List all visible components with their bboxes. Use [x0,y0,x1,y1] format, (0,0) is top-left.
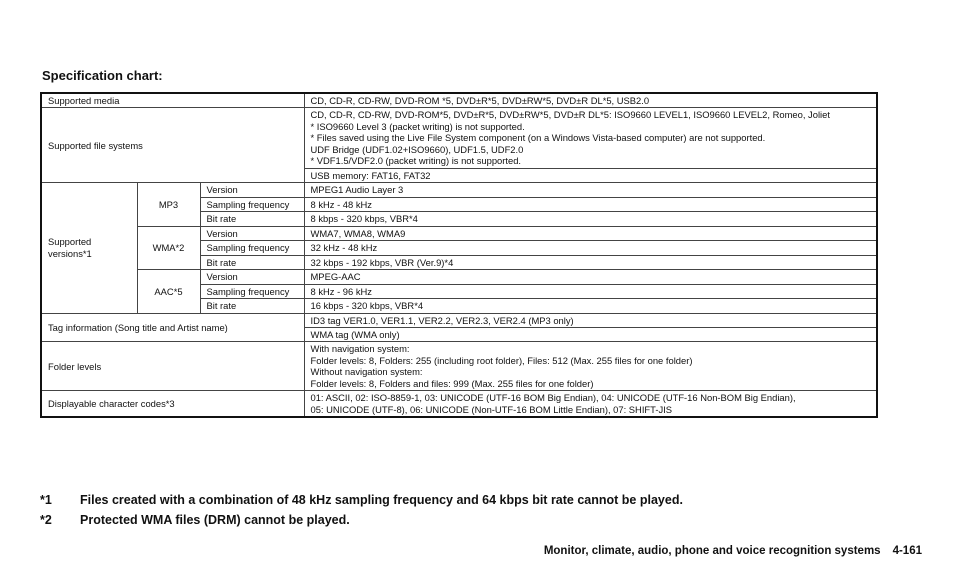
table-row [41,93,877,108]
row-value [304,342,877,391]
row-value: WMA7, WMA8, WMA9 [304,226,877,240]
row-value: 32 kHz - 48 kHz [304,241,877,255]
row-label: Supported media [41,93,304,108]
text-line: * ISO9660 Level 3 (packet writing) is not supported. [310,120,525,132]
property-label: Sampling frequency [200,197,304,211]
footnote-mark: *1 [40,493,52,507]
row-label: Supported file systems [41,108,304,183]
format-name: WMA*2 [137,226,200,269]
specification-table [40,92,878,418]
text-line: UDF Bridge (UDF1.02+ISO9660), UDF1.5, UDF2.0 [310,143,524,155]
text-line: CD, CD-R, CD-RW, DVD-ROM*5, DVD±R*5, DVD±RW*5, DVD±R DL*5: ISO9660 LEVEL1, ISO9660 LEVEL2, Romeo, Joliet [310,109,830,121]
footnotes [40,490,940,530]
row-value: 8 kHz - 48 kHz [304,197,877,211]
footnote [40,490,940,510]
row-value: CD, CD-R, CD-RW, DVD-ROM *5, DVD±R*5, DVD±RW*5, DVD±R DL*5, USB2.0 [304,93,877,108]
table-row [41,270,877,284]
table-row [41,391,877,417]
row-value [304,108,877,168]
text-line: * Files saved using the Live File System component (on a Windows Vista-based computer) are not supported. [310,132,766,144]
row-value: 16 kbps - 320 kbps, VBR*4 [304,299,877,313]
row-value: 32 kbps - 192 kbps, VBR (Ver.9)*4 [304,255,877,269]
row-label: Tag information (Song title and Artist name) [41,313,304,342]
row-value: MPEG-AAC [304,270,877,284]
page-number: 4-161 [892,545,922,557]
property-label: Sampling frequency [200,241,304,255]
property-label: Bit rate [200,299,304,313]
text-line: Without navigation system: [310,366,423,378]
table-row [41,183,877,197]
table-row [41,108,877,168]
row-value: ID3 tag VER1.0, VER1.1, VER2.2, VER2.3, VER2.4 (MP3 only) [304,313,877,327]
property-label: Version [200,270,304,284]
text-line: 01: ASCII, 02: ISO-8859-1, 03: UNICODE (UTF-16 BOM Big Endian), 04: UNICODE (UTF-16 Non-BOM Big Endian), [310,392,796,404]
table-row [41,342,877,391]
footnote-text: Protected WMA files (DRM) cannot be played. [80,513,350,527]
property-label: Version [200,183,304,197]
text-line: Folder levels: 8, Folders and files: 999 (Max. 255 files for one folder) [310,377,594,389]
row-value: 8 kbps - 320 kbps, VBR*4 [304,212,877,226]
property-label: Sampling frequency [200,284,304,298]
row-label: Displayable character codes*3 [41,391,304,417]
footnote-text: Files created with a combination of 48 kHz sampling frequency and 64 kbps bit rate cannot be played. [80,493,683,507]
format-name: AAC*5 [137,270,200,313]
row-value: MPEG1 Audio Layer 3 [304,183,877,197]
text-line: Folder levels: 8, Folders: 255 (including root folder), Files: 512 (Max. 255 files for one folder) [310,354,693,366]
row-label: Folder levels [41,342,304,391]
property-label: Version [200,226,304,240]
page-footer [544,545,922,557]
footnote-mark: *2 [40,513,52,527]
table-row [41,226,877,240]
text-line: With navigation system: [310,343,410,355]
property-label: Bit rate [200,255,304,269]
row-value: USB memory: FAT16, FAT32 [304,168,877,182]
row-value: WMA tag (WMA only) [304,327,877,341]
page-heading: Specification chart: [42,68,163,83]
footnote [40,510,940,530]
row-value [304,391,877,417]
footer-section: Monitor, climate, audio, phone and voice recognition systems [543,545,881,557]
row-value: 8 kHz - 96 kHz [304,284,877,298]
format-name: MP3 [137,183,200,226]
table-row [41,313,877,327]
text-line: * VDF1.5/VDF2.0 (packet writing) is not supported. [310,155,522,167]
text-line: 05: UNICODE (UTF-8), 06: UNICODE (Non-UTF-16 BOM Little Endian), 07: SHIFT-JIS [310,403,673,415]
property-label: Bit rate [200,212,304,226]
row-label: Supported versions*1 [41,183,137,313]
